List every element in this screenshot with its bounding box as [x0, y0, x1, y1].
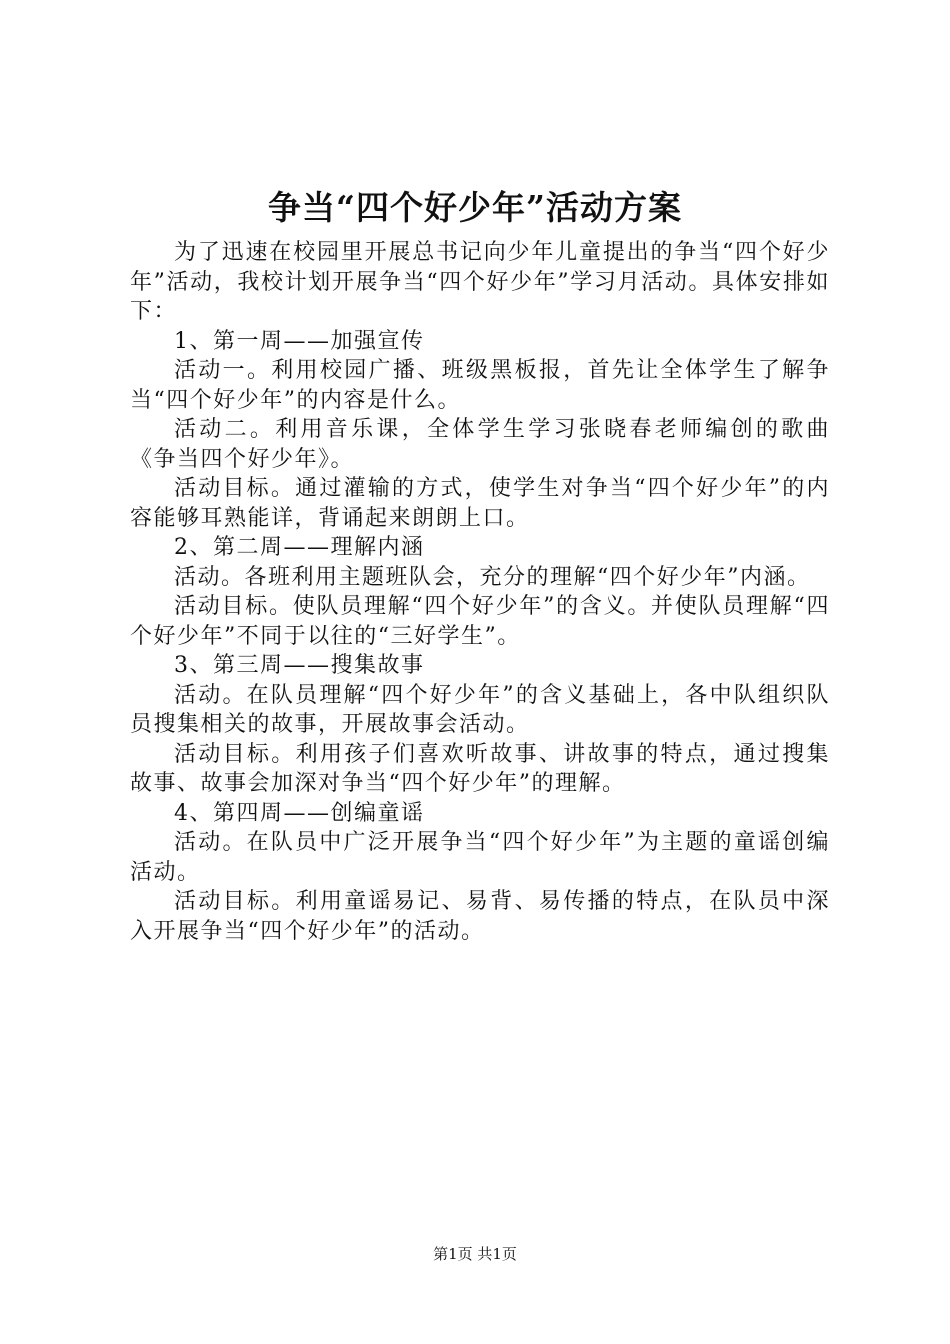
week3-goal: 活动目标。利用孩子们喜欢听故事、讲故事的特点，通过搜集故事、故事会加深对争当“四个好少年”的理解。 — [130, 741, 830, 796]
week1-activity-1: 活动一。利用校园广播、班级黑板报，首先让全体学生了解争当“四个好少年”的内容是什么。 — [130, 358, 830, 413]
week1-goal: 活动目标。通过灌输的方式，使学生对争当“四个好少年”的内容能够耳熟能详，背诵起来朗朗上口。 — [130, 476, 830, 531]
week1-activity-2: 活动二。利用音乐课，全体学生学习张晓春老师编创的歌曲《争当四个好少年》。 — [130, 417, 830, 472]
week3-heading: 3、第三周——搜集故事 — [174, 653, 425, 678]
week4-activity: 活动。在队员中广泛开展争当“四个好少年”为主题的童谣创编活动。 — [130, 830, 830, 885]
week2-activity: 活动。各班利用主题班队会，充分的理解“四个好少年”内涵。 — [174, 564, 811, 590]
document-title: 争当“四个好少年”活动方案 — [268, 188, 682, 227]
intro-paragraph: 为了迅速在校园里开展总书记向少年儿童提出的争当“四个好少年”活动，我校计划开展争当“四个好少年”学习月活动。具体安排如下： — [130, 240, 830, 324]
week4-goal: 活动目标。利用童谣易记、易背、易传播的特点，在队员中深入开展争当“四个好少年”的活动。 — [130, 889, 830, 944]
week2-goal: 活动目标。使队员理解“四个好少年”的含义。并使队员理解“四个好少年”不同于以往的“三好学生”。 — [130, 594, 830, 649]
week4-heading: 4、第四周——创编童谣 — [174, 800, 425, 826]
week3-activity: 活动。在队员理解“四个好少年”的含义基础上，各中队组织队员搜集相关的故事，开展故事会活动。 — [130, 682, 830, 737]
page-footer: 第1页 共1页 — [433, 1245, 517, 1263]
week1-heading: 1、第一周——加强宣传 — [174, 328, 425, 354]
document-body — [130, 238, 830, 946]
week2-heading: 2、第二周——理解内涵 — [174, 535, 425, 560]
